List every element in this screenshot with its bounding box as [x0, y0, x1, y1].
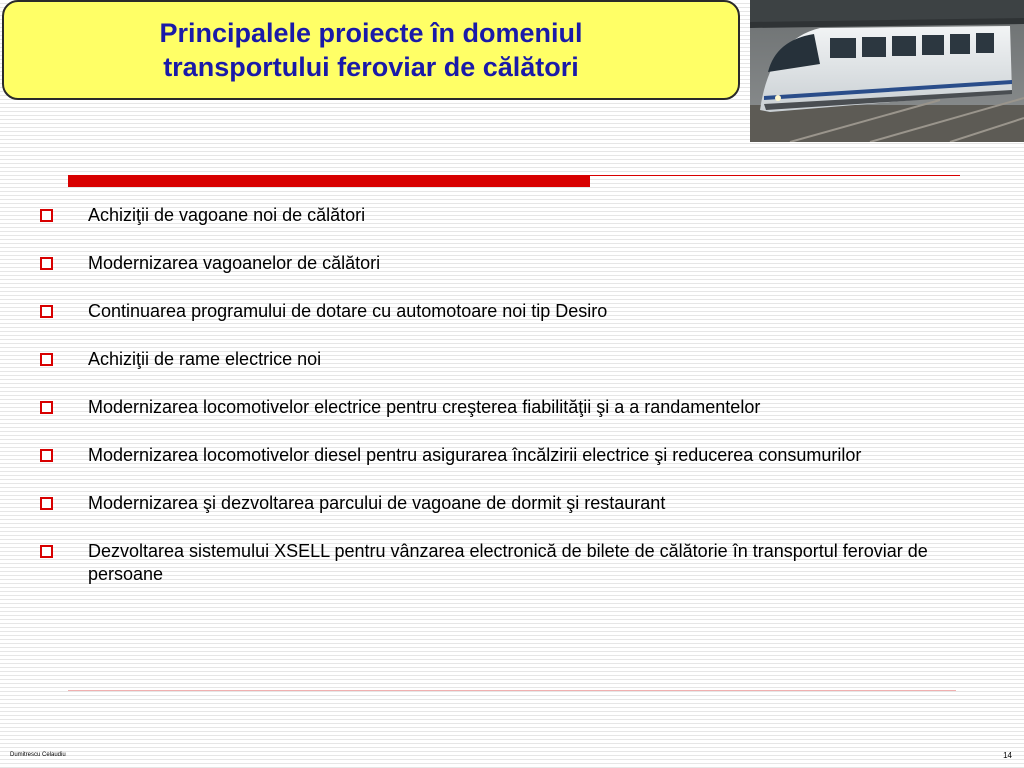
author-label: Dumitrescu Celaudiu	[10, 752, 66, 758]
list-item	[40, 204, 970, 227]
list-item	[40, 444, 970, 467]
footer-divider	[68, 690, 956, 691]
square-bullet-icon	[40, 353, 53, 366]
square-bullet-icon	[40, 305, 53, 318]
train-photo	[750, 0, 1024, 142]
list-item	[40, 300, 970, 323]
square-bullet-icon	[40, 449, 53, 462]
bullet-text: Achiziţii de vagoane noi de călători	[88, 205, 366, 225]
square-bullet-icon	[40, 401, 53, 414]
bullet-text: Modernizarea locomotivelor diesel pentru asigurarea încălzirii electrice şi reducerea consumurilor	[88, 445, 862, 465]
bullet-text: Dezvoltarea sistemului XSELL pentru vânzarea electronică de bilete de călătorie în transportul feroviar de persoane	[88, 541, 928, 584]
square-bullet-icon	[40, 497, 53, 510]
list-item	[40, 396, 970, 419]
accent-bar	[68, 175, 590, 187]
bullet-text: Modernizarea şi dezvoltarea parcului de vagoane de dormit şi restaurant	[88, 493, 666, 513]
square-bullet-icon	[40, 209, 53, 222]
bullet-list	[40, 204, 970, 611]
square-bullet-icon	[40, 257, 53, 270]
list-item	[40, 492, 970, 515]
bullet-text: Modernizarea locomotivelor electrice pentru creşterea fiabilităţii şi a a randamentelor	[88, 397, 761, 417]
slide-title: Principalele proiecte în domeniul transportului feroviar de călători	[159, 18, 583, 82]
bullet-text: Achiziţii de rame electrice noi	[88, 349, 322, 369]
page-number: 14	[1003, 751, 1012, 760]
bullet-text: Continuarea programului de dotare cu automotoare noi tip Desiro	[88, 301, 608, 321]
list-item	[40, 348, 970, 371]
list-item	[40, 540, 970, 586]
square-bullet-icon	[40, 545, 53, 558]
list-item	[40, 252, 970, 275]
title-box	[2, 0, 740, 100]
bullet-text: Modernizarea vagoanelor de călători	[88, 253, 381, 273]
